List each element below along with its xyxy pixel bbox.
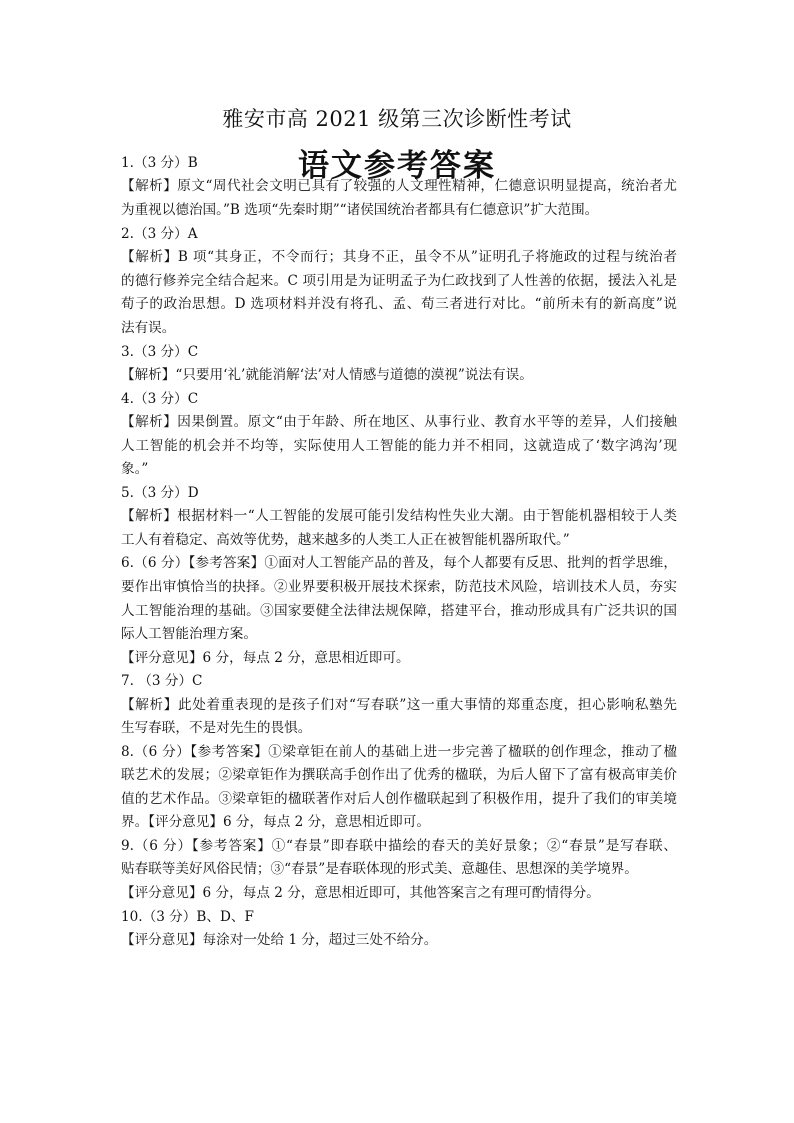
answer-line: 10.（3 分）B、D、F: [121, 909, 254, 925]
answer-line: 贴春联等美好风俗民情；③“春景”是春联体现的形式美、意趣佳、思想深的美学境界。: [121, 861, 638, 877]
answer-line: 要作出审慎恰当的抉择。②业界要积极开展技术探索，防范技术风险，培训技术人员，夯实: [121, 579, 677, 595]
answer-line: 工人有着稳定、高效等优势，越来越多的人类工人正在被智能机器所取代。”: [121, 532, 570, 548]
document-title: 语文参考答案: [298, 148, 496, 184]
answer-line: 【解析】此处着重表现的是孩子们对“写春联”这一重大事情的郑重态度，担心影响私塾先: [121, 697, 677, 713]
answer-line: 的德行修养完全结合起来。C 项引用是为证明孟子为仁政找到了人性善的依据，援法入礼是: [121, 273, 677, 289]
answer-line: 【评分意见】每涂对一处给 1 分，超过三处不给分。: [121, 932, 438, 948]
answer-line: 法有误。: [121, 320, 176, 336]
answer-line: 4.（3 分）C: [121, 391, 199, 407]
answer-line: 为重视以德治国。”B 选项“先秦时期”“诸侯国统治者都具有仁德意识”扩大范围。: [121, 202, 599, 218]
answer-line: 【评分意见】6 分，每点 2 分，意思相近即可。: [121, 650, 410, 666]
answer-line: 界。【评分意见】6 分，每点 2 分，意思相近即可。: [121, 814, 430, 830]
answer-line: 荀子的政治思想。D 选项材料并没有将孔、孟、荀三者进行对比。“前所未有的新高度”说: [121, 296, 677, 312]
answer-line: 【解析】根据材料一“人工智能的发展可能引发结构性失业大潮。由于智能机器相较于人类: [121, 508, 677, 524]
answer-line: 值的艺术作品。③梁章钜的楹联著作对后人创作楹联起到了积极作用，提升了我们的审美境: [121, 791, 677, 807]
answer-line: 际人工智能治理方案。: [121, 626, 257, 642]
answer-line: 【评分意见】6 分，每点 2 分，意思相近即可，其他答案言之有理可酌情得分。: [121, 885, 600, 901]
answer-line: 联艺术的发展；②梁章钜作为撰联高手创作出了优秀的楹联，为后人留下了富有极高审美价: [121, 767, 677, 783]
answer-line: 5.（3 分）D: [121, 485, 199, 501]
answer-line: 8.（6 分）【参考答案】①梁章钜在前人的基础上进一步完善了楹联的创作理念，推动了楹: [121, 744, 677, 760]
answer-line: 象。”: [121, 461, 149, 477]
answer-line: 人工智能治理的基础。③国家要健全法律法规保障，搭建平台，推动形成具有广泛共识的国: [121, 603, 677, 619]
answer-line: 6.（6 分）【参考答案】①面对人工智能产品的普及，每个人都要有反思、批判的哲学思维，: [121, 555, 677, 571]
answer-line: 3.（3 分）C: [121, 344, 199, 360]
answer-line: 【解析】因果倒置。原文“由于年龄、所在地区、从事行业、教育水平等的差异，人们接触: [121, 414, 677, 430]
answer-line: 9.（6 分）【参考答案】①“春景”即春联中描绘的春天的美好景象；②“春景”是写春联、: [121, 838, 677, 854]
answer-line: 人工智能的机会并不均等，实际使用人工智能的能力并不相同，这就造成了‘数字鸿沟’现: [121, 438, 677, 454]
answer-line: 2.（3 分）A: [121, 226, 198, 242]
answer-line: 7. （3 分）C: [121, 673, 203, 689]
exam-title: 雅安市高 2021 级第三次诊断性考试: [222, 107, 572, 131]
answer-line: 生写春联，不是对先生的畏惧。: [121, 720, 312, 736]
answer-line: 1.（3 分）B: [121, 155, 198, 171]
answer-line: 【解析】“只要用‘礼’就能消解‘法’对人情感与道德的漠视”说法有误。: [121, 367, 533, 383]
answer-line: 【解析】原文“周代社会文明已具有了较强的人文理性精神，仁德意识明显提高，统治者尤: [121, 178, 677, 194]
answer-line: 【解析】B 项“其身正，不令而行；其身不正，虽令不从”证明孔子将施政的过程与统治者: [121, 249, 677, 265]
